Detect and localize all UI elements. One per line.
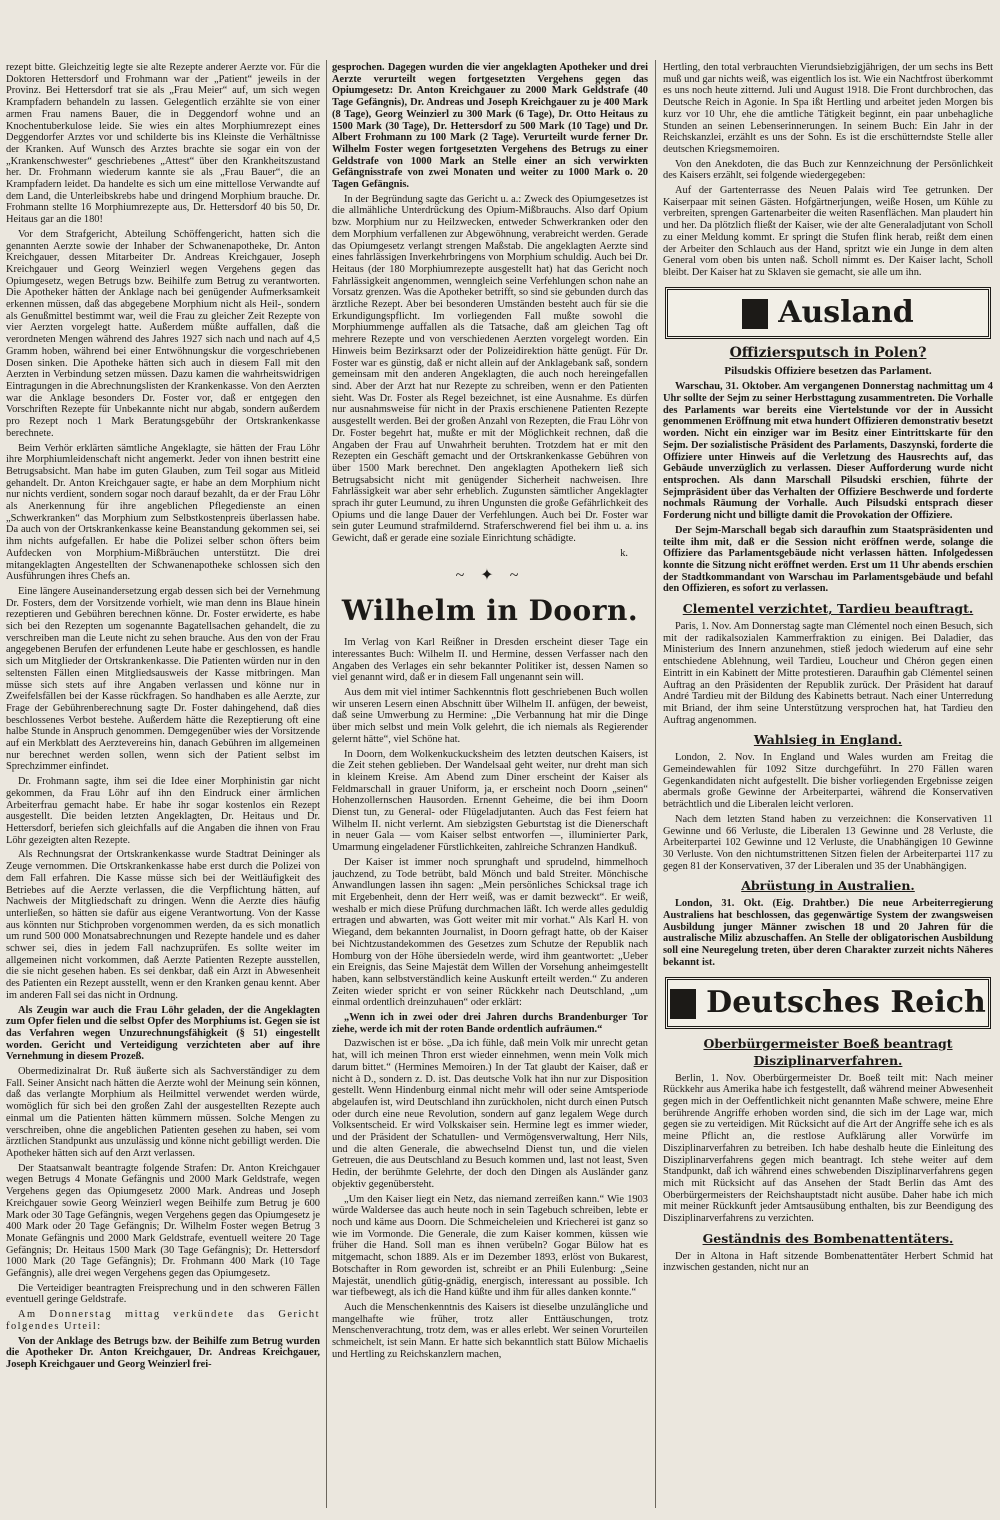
headline-england: Wahlsieg in England. <box>753 732 903 748</box>
col1-paragraph: rezept bitte. Gleichzeitig legte sie alte Rezepte anderer Aerzte vor. Für die Doktoren Hettersdorf und Frohmann war der „Patient“ jeweils in der Provinz. Bei Hettersdorf trat sie als „Frau Meier“ auf, um sich wegen Krampfadern behandeln zu lassen. Gelegentlich erzählte sie von einer armen Frau namens Bauer, die in Deggendorf wohne und an Knochentuberkulose leide. Sie wies ein altes Morphiumrezept eines Deggendorfer Arztes vor und schilderte bis ins Kleinste die Verhältnisse der Kranken. Auf Wunsch des Arztes brachte sie sogar ein von der „Krankenschwester“ geschriebenes „Attest“ über den Krankheitszustand her. Dr. Frohmann wiederum kannte sie als „Frau Bauer“, die an Krampfadern leidet. Da handelte es sich um eine mittellose Verwandte auf dem Land, die Unterleibskrebs habe und dringend Morphium brauche. Dr. Frohmann stellte 16 Morphiumrezepte aus, Dr. Hettersdorf 40 bis 50, Dr. Heitaus gar an die 180! <box>6 62 320 226</box>
col3-paragraph: Paris, 1. Nov. Am Donnerstag sagte man Clémentel noch einen Besuch, sich mit der radikalsozialen Kammerfraktion zu einigen. Bei Daladier, das Ministerium des Innern anzunehmen, stieß jedoch wiederum auf eine sehr entschiedene Ablehnung, weil Tardieu, Loucheur und Chéron gegen einen Eintritt in ein Kabinett der Mitte protestieren. Daraufhin gab Clémentel seinen Auftrag an den Präsidenten der Republik zurück. Der Präsident hat darauf André Tardieu mit der Bildung des Kabinetts betraut. Nach einer Unterredung mit Briand, der ihm seine Unterstützung versprochen hat, hat Tardieu den Auftrag angenommen. <box>663 621 993 726</box>
headline-polen: Offiziersputsch in Polen? <box>729 344 927 361</box>
col1-paragraph: Obermedizinalrat Dr. Ruß äußerte sich als Sachverständiger zu dem Fall. Seiner Ansicht nach hätten die Aerzte wohl der Meinung sein können, daß das verlangte Morphium als Heilmittel verwendet werden würde, womöglich für sich bei den großen Zahl der ausgestellten Rezepte auch einmal um die Patienten hätten kümmern müssen. Solche Mengen zu verschreiben, ohne die angeblichen Patienten gesehen zu haben, sei vom ärztlichen Standpunkt aus unzulässig und könne nicht gebilligt werden. Die Apotheker hätten sich auf den Arzt verlassen. <box>6 1066 320 1159</box>
column-3 <box>663 62 993 1510</box>
section-header-label: Deutsches Reich <box>706 984 986 1020</box>
col1-paragraph: Vor dem Strafgericht, Abteilung Schöffengericht, hatten sich die genannten Aerzte sowie der Inhaber der Schwanenapotheke, Dr. Anton Kreichgauer, dessen Mitarbeiter Dr. Andreas Kreichgauer, Joseph Kreichgauer und Georg Weinzierl wegen Vergehens gegen das Opiumgesetz, wegen Betrugs bzw. Beihilfe zum Betrug zu verantworten. Die Apotheker hätten der Anklage nach bei genügender Aufmerksamkeit erkennen müssen, daß das abgegebene Morphium nicht als Heil-, sondern als Genußmittel bestimmt war, weil die Frau zu gleicher Zeit Rezepte von vier Aerzten vorgelegt hatte. Außerdem müßte auffallen, daß die verordneten Mengen während des Jahres 1927 sich nach und nach auf 4,5 Gramm hoben, während bei einer Entwöhnungskur die vorgeschriebenen Dosen sinken. Die Apotheke hätten sich auch in diesem Fall mit den Aerzten in Verbindung setzen müssen. Dazu kamen die wahrheitswidrigen Eintragungen in die Abrechnungslisten der Krankenkasse. Von den Aerzten war die Anklage besonders Dr. Foster vor, daß er entgegen den Vorschriften Rezepte für Unbekannte nicht nur abgab, sondern außerdem pro Rezept noch 1 Mark Beratungsgebühr der Ortskrankenkasse berechnete. <box>6 228 320 439</box>
col1-paragraph: Beim Verhör erklärten sämtliche Angeklagte, sie hätten der Frau Löhr ihre Morphiumleidenschaft nicht angemerkt. Jeder von ihnen bestritt eine Betrugsabsicht. Man habe im guten Glauben, zum Teil sogar aus Mitleid gehandelt. Dr. Anton Kreichgauer sagte, er habe an dem Morphium nicht nur nichts verdient, sondern sogar noch darauf bezahlt, da er der Frau Löhr als Anerkennung für ihre angeblichen Pflegedienste an einen „Schwerkranken“ das Morphium zum Selbstkostenpreis überlassen habe. Da auch von der Ortskrankenkasse keine Beanstandung gekommen sei, sei ihm nichts aufgefallen. Er habe die Polizei selber schon öfters beim Aufdecken von Morphium-Mißbräuchen unterstützt. Die drei mitangeklagten Angestellten der Schwanenapotheke schlossen sich den Ausführungen ihres Chefs an. <box>6 442 320 583</box>
subheadline-polen: Pilsudskis Offiziere besetzen das Parlament. <box>724 364 932 377</box>
col2-paragraph: „Um den Kaiser liegt ein Netz, das niemand zerreißen kann.“ Wie 1903 würde Waldersee das auch heute noch in sein Tagebuch schreiben, lebte er noch und käme aus Doorn. Die Schmeicheleien und Kriecherei ist ganz so wie im Vormonde. Die Generale, die zum Kaiser kommen, küssen wie früher die Hand. Soll man es ihnen verübeln? Gogar Bülow hat es mitgemacht, schon 1889. Als er im Dezember 1893, erlöst von Bukarest, Botschafter in Rom geworden ist, schreibt er an Phili Eulenburg: „Seine Majestät, unendlich gütig-gnädig, energisch, interessant au possible. Ich war tiefbewegt, als ich die Hand küßte und ihm für alles danken konnte.“ <box>332 1193 648 1299</box>
col2-paragraph: gesprochen. Dagegen wurden die vier angeklagten Apotheker und drei Aerzte verurteilt wegen fortgesetzten Vergehens gegen das Opiumgesetz: Dr. Anton Kreichgauer zu 2000 Mark Geldstrafe (40 Tage Gefängnis), Dr. Andreas und Joseph Kreichgauer zu je 400 Mark (8 Tage), Georg Weinzierl zu 300 Mark (6 Tage), Dr. Otto Heitaus zu 1500 Mark (30 Tage), Dr. Hettersdorf zu 500 Mark (10 Tage) und Dr. Albert Frohmann zu 100 Mark (2 Tage). Verurteilt wurde ferner Dr. Wilhelm Foster wegen fortgesetzten Vergehens des Betrugs zu einer Geldstrafe von 1000 Mark an Stelle einer an sich verwirkten Gefängnisstrafe von zwei Monaten und weiter zu 1000 Mark o. 20 Tagen Gefängnis. <box>332 62 648 191</box>
col3-paragraph: Hertling, den total verbrauchten Vierundsiebzigjährigen, der um sechs ins Bett muß und gar nichts weiß, was eigentlich los ist. Wie ein Nachtfrost überkommt es uns noch heute zitternd. Juli und August 1918. Die Front durchbrochen, das Deutsche Reich in Agonie. In Spa ißt Hertling und arbeitet jeden Morgen bis kurz vor 10 Uhr, ehe die amtliche Tätigkeit beginnt, ein paar unbehagliche Stunden an seinen Lebenserinnerungen. In seinem Buch: Ein Jahr in der Reichskanzlei, erzählt es uns der Sohn. Es ist die erschütterndste Stelle aller deutschen Kriegsmemoiren. <box>663 62 993 155</box>
col2-paragraph: In der Begründung sagte das Gericht u. a.: Zweck des Opiumgesetzes ist die allmähliche Unterdrückung des Opium-Mißbrauchs. Also darf Opium bzw. Morphium nur zu Heilzwecken, entweder Schwerkranken oder den dem Morphium verfallenen zur Abgewöhnung, verabreicht werden. Gerade das Opiumgesetz verlangt strengen Maßstab. Die angeklagten Aerzte sind eines fahrlässigen Inverkehrbringens von Morphium schuldig. Auch bei Dr. Heitaus (der 180 Morphiumrezepte ausgestellt hat) hat das Gericht noch Fahrlässigkeit angenommen, wenngleich seine Verfehlungen schon nahe an Vorsatz grenzen. Was die Apotheker betrifft, so sind sie gebunden durch das ärztliche Rezept. Aber bei besonderen Umständen besteht auch für sie die Erkundigungspflicht. Im vorliegenden Fall mußte sowohl die Morphiummenge auffallen als die Tatsache, daß am gleichen Tag oft mehrere Rezepte und von verschiedenen Aerzten vorgelegt worden. Ein Hinweis beim Bezirksarzt oder der Polizeidirektion hätte genügt. Für Dr. Foster war es günstig, daß er nicht allein auf der Anklagebank saß, sondern gemeinsam mit den anderen Angeklagten, die auch noch hereingefallen sind. Aber der Arzt hat nur Rezepte zu schreiben, wenn er den Patienten sieht. Was Dr. Foster als Regel bezeichnet, ist eine Ausnahme. Es dürfen nur ausnahmsweise für nicht in der Praxis erschienene Patienten Rezepte ausgestellt werden. Bei der großen Anzahl von Rezepten, die Frau Löhr von Dr. Foster begehrt hat, mußte er mit der Möglichkeit rechnen, daß die Angaben der Frau auf Unwahrheit beruhten. Trotzdem hat er mit den Rezepten ein Geschäft gemacht und der Ortskrankenkasse Gebühren von über 1500 Mark berechnet. Den angeklagten Apothekern ließ sich Betrugsabsicht nicht mit genügender Sicherheit nachweisen. Ihre Fahrlässigkeit war aber sehr erheblich. Zugunsten sämtlicher Angeklagter sprach ihr guter Leumund, zu ihren Ungunsten die große Gefährlichkeit des Opiums und die lange Dauer der Verfehlungen. Auch bei Dr. Foster war sein guter Leumund strafmildernd. Straferschwerend fiel bei ihm u. a. ins Gewicht, daß er gerade eine soziale Einrichtung schädigte. <box>332 193 648 545</box>
header-bar-icon <box>742 299 768 329</box>
column-rule-left <box>326 60 327 1508</box>
column-rule-right <box>655 60 656 1508</box>
col2-paragraph: In Doorn, dem Wolkenkuckucksheim des letzten deutschen Kaisers, ist die Zeit stehen geblieben. Der Wandelsaal geht weiter, nur dreht man sich in kleinem Kreise. Am Abend zum Diner erscheint der Kaiser als Feldmarschall in grauer Uniform, ja, er erscheint noch Doorn „seinen“ Hohenzollernschen Hausorden. Ernennt Geheime, die bei ihm Doorn Dienst tun, zu General- oder Flügeladjutanten. Auch das Fest feiern hat Wilhelm II. nicht verlernt. Am siebzigsten Geburtstag ist die Dienerschaft in neuer Gala — vom Kaiser selbst entworfen —, illuminierter Park, Umarmung eingeladener Fürstlichkeiten, zahlreiche Schranzen Handkuß. <box>332 748 648 854</box>
col3-paragraph: Von den Anekdoten, die das Buch zur Kennzeichnung der Persönlichkeit des Kaisers erzählt, sei folgende wiedergegeben: <box>663 158 993 182</box>
column-2 <box>332 62 648 1510</box>
col3-paragraph: Warschau, 31. Oktober. Am vergangenen Donnerstag nachmittag um 4 Uhr sollte der Sejm zu seiner Herbsttagung zusammentreten. Die Vorhalle des Parlaments war bereits eine Viertelstunde vor der in Aussicht genommenen Eröffnung mit etwa hundert Offizieren demonstrativ besetzt worden. Nicht ein einziger war im Besitz einer Eintrittskarte für den Sejm. Der sozialistische Präsident des Parlaments, Daszynski, forderte die Offiziere unter Hinweis auf die Verletzung des Hausrechts auf, das Gebäude unverzüglich zu verlassen. Dieser Aufforderung wurde nicht entsprochen. Als dann Marschall Pilsudski erschien, führte der Sejmpräsident über das Verhalten der Offiziere Beschwerde und forderte nochmals Räumung der Vorhalle. Auch Pilsudski entsprach dieser Forderung nicht und billigte damit die Provokation der Offiziere. <box>663 381 993 522</box>
article-signature: k. <box>620 547 628 559</box>
col2-paragraph: Aus dem mit viel intimer Sachkenntnis flott geschriebenen Buch wollen wir unseren Lesern einen Abschnitt über Wilhelm II. anfügen, der beweist, daß seine Umwerbung zu Hermine: „Die Verbannung hat mir die Dinge über mich selbst und mein Volk gelehrt, die ich niemals als Regierender gelernt hätte“, viel Schöne hat. <box>332 687 648 745</box>
col1-paragraph: Am Donnerstag mittag verkündete das Gericht folgendes Urteil: <box>6 1309 320 1332</box>
section-header-ausland <box>665 287 991 339</box>
col1-paragraph: Die Verteidiger beantragten Freisprechung und in den schweren Fällen eventuell geringe Geldstrafe. <box>6 1282 320 1306</box>
col2-paragraph: Der Kaiser ist immer noch sprunghaft und sprudelnd, himmelhoch jauchzend, zu Tode betrübt, bald Mönch und bald Streiter. Mönchische Anwandlungen lassen ihn sagen: „Mein persönliches Schicksal trage ich mit Ergebenheit, denn der Herr weiß, was er damit bezweckt“. Er weiß, weshalb er mich diese Prüfung durchmachen läßt. Ich werde alles geduldig ertragen und abwarten, was Gott weiter mit mir vorhat.“ Als Karl H. von Wiegand, dem bekannten Journalist, in Doorn gefragt hatte, ob der Kaiser bei Nichtzustandekommen des Gesetzes zum Schutze der Republik nach Homburg von der Höhe übersiedeln werde, wird ihm geantwortet: „Ueber ein Ereignis, das Seine Majestät dem Willen der Vorsehung anheimgestellt haben, kann selbstverständlich keine Auskunft erteilt werden.“ Zu anderen Zeiten wieder spricht er von seiner Rückkehr nach Deutschland, „um einmal ordentlich dreinzuhauen“ oder erklärt: <box>332 856 648 1009</box>
col3-paragraph: Auf der Gartenterrasse des Neuen Palais wird Tee getrunken. Der Kaiserpaar mit seinen Gästen. Hofgärtnerjungen, weiße Hosen, um Kühle zu verbreiten, sprengen Gartenarbeiter die weiten Rasenflächen. Man plaudert hin und her. Da plötzlich fließt der Kaiser, wie der alte Generaladjutant von Scholl zu einer Meldung kommt. Er springt die Stufen flink herab, reißt dem einen der Arbeiter den Schlauch aus der Hand, spritzt wie ein Junge in dem alten General vom oben bis unten naß. Scholl nimmt es. Der Kaiser lacht, Scholl bleibt. Der Kaiser hat zu Sklaven sie gemacht, sie alle um ihn. <box>663 185 993 278</box>
col3-paragraph: London, 2. Nov. In England und Wales wurden am Freitag die Gemeindewahlen für 1092 Sitze durchgeführt. In 270 Fällen waren Gegenkandidaten nicht aufgestellt. Die bisher vorliegenden Ergebnisse zeigen abermals große Gewinne der Arbeiterpartei, während die Konservativen beträchtlich und die Liberalen leicht verloren. <box>663 752 993 811</box>
header-bar-icon <box>670 989 696 1019</box>
headline-bombenattentaeter: Geständnis des Bombenattentäters. <box>702 1230 954 1246</box>
col1-paragraph: Eine längere Auseinandersetzung ergab dessen sich bei der Vernehmung Dr. Fosters, dem der Vorsitzende vorhielt, wie man denn ins Blaue hinein rezeptieren und Gebühren berechnen könne. Dr. Foster erwiderte, es habe sich bei den Rezepten um sogenannte Bagatellsachen gehandelt, die zu verschreiben man die Leute nicht zu sehen brauche. Aus den von der Frau angegebenen Berufen der erfundenen Leute habe er geschlossen, es handle sich um Mitglieder der Ortskrankenkasse. Die Patienten würden nur in den seltensten Fällen einen Mitgliedsausweis der Kasse mitbringen. Man müsse sich stets auf ihre Angaben verlassen und könne nur in Zweifelsfällen bei der Kasse rückfragen. So handhaben es alle Aerzte, zur Frage der Gebührenberechnung sagte Dr. Foster dahingehend, daß dies beschlossenes Verbot bestehe. Außerdem hätte die Rezeptierung oft eine halbe Stunde in Anspruch genommen. Demgegenüber wies der Vorsitzende auf ein Merkblatt des Aerztevereins hin, danach Gebühren im allgemeinen nur berechnet werden sollen, wenn sich der Patient selbst im Sprechzimmer einfindet. <box>6 585 320 773</box>
col2-paragraph: Im Verlag von Karl Reißner in Dresden erscheint dieser Tage ein interessantes Buch: Wilhelm II. und Hermine, dessen Verfasser nach den Angaben des Verlages ein sehr bekannter Politiker ist, dessen Namen so viel genannt wird, daß er in diesem Fall ungenannt sein will. <box>332 637 648 684</box>
headline-boess: Oberbürgermeister Boeß beantragt Disziplinarverfahren. <box>703 1035 953 1068</box>
col3-paragraph: Nach dem letzten Stand haben zu verzeichnen: die Konservativen 11 Gewinne und 66 Verluste, die Liberalen 13 Gewinne und 28 Verluste, die Arbeiterpartei 102 Gewinne und 12 Verluste, die Unabhängigen 10 Gewinne 30 Verluste. Von den nichtumstrittenen Sitzen fielen der Arbeiterpartei 117 zu gegen 81 der Konservativen, 37 der Liberalen und 35 der Unabhängigen. <box>663 813 993 872</box>
section-header-deutsches-reich <box>665 977 991 1029</box>
col1-paragraph: Als Rechnungsrat der Ortskrankenkasse wurde Stadtrat Deininger als Zeuge vernommen. Die Ortskrankenkasse habe erst durch die Polizei von dem Fall erfahren. Die Kasse müsse sich bei der Weitläufigkeit des Betriebes auf die Aerzte verlassen, die die Verpflichtung hätten, auf Nachweis der Mitgliedschaft zu dringen. Wenn die Aerzte dies häufig unterließen, so hätten sie dafür aus eigene Verantwortung. Von der Kasse aus könnten nur Stichproben vorgenommen werden, da es sich monatlich um rund 500 000 Monatsabrechnungen und Rezepte handele und es daher schwer sei, dies in jedem Fall nachzuprüfen. Es sollte weiter im allgemeinen nicht vorkommen, daß Aerzte Patienten Rezepte ausstellen, die sie nicht gesehen haben. Es sei denkbar, daß ein Arzt in Abwesenheit des Patienten ein Rezept ausstellt, wenn er den Kranken genau kennt. Aber im anderen Fall sei das nicht in Ordnung. <box>6 849 320 1001</box>
col1-paragraph: Als Zeugin war auch die Frau Löhr geladen, der die Angeklagten zum Opfer fielen und die selbst Opfer des Morphiums ist. Gegen sie ist das Verfahren wegen Unzurechnungsfähigkeit (§ 51) eingestellt worden. Gericht und Verteidigung verzichteten aber auf ihre Vernehmung in diesem Prozeß. <box>6 1004 320 1063</box>
col2-paragraph: Auch die Menschenkenntnis des Kaisers ist dieselbe unzulängliche und mangelhafte wie früher, trotz aller Enttäuschungen, trotz Menschenverachtung, trotz dem, was er alles erlebt. Wer seinen Vorurteilen schmeichelt, ist sein Mann. Er hatte sich bekanntlich statt Bülow Michaelis und Hertling zu Reichskanzlern machen, <box>332 1301 648 1360</box>
headline-australien: Abrüstung in Australien. <box>741 878 915 894</box>
col3-paragraph: Berlin, 1. Nov. Oberbürgermeister Dr. Boeß teilt mit: Nach meiner Rückkehr aus Amerika habe ich festgestellt, daß während meiner Abwesenheit gegen mich in der Oeffentlichkeit nicht genannten Maße schwere, meine Ehre berührende Angriffe erhoben worden sind, die sich im der Lage war, mich gegen sie zu verteidigen. Mit Rücksicht auf die Art der Angriffe sehe ich es als meine Pflicht an, die restlose Aufklärung aller Vorwürfe im Disziplinarverfahren zu betreiben. Ich habe deshalb heute die Einleitung des Disziplinarverfahrens gegen mich beantragt. Ich stehe weiter auf dem Standpunkt, daß ich während eines schwebenden Disziplinarverfahrens gegen mich mit Rücksicht auf das Ansehen der Stadt Berlin das Amt des Oberbürgermeisters der Reichshauptstadt nicht ausübe. Daher habe ich mich mit meiner Rückkunft jeder Amtsausübung enthalten, bis zur Beendigung des Disziplinarverfahrens zu verzichten. <box>663 1072 993 1225</box>
col1-paragraph: Von der Anklage des Betrugs bzw. der Beihilfe zum Betrug wurden die Apotheker Dr. Anton Kreichgauer, Dr. Andreas Kreichgauer, Joseph Kreichgauer und Georg Weinzierl frei- <box>6 1335 320 1370</box>
headline-frankreich: Clementel verzichtet, Tardieu beauftragt. <box>682 601 974 617</box>
headline-wilhelm-in-doorn: Wilhelm in Doorn. <box>341 594 639 628</box>
col3-paragraph: Der in Altona in Haft sitzende Bombenattentäter Herbert Schmid hat inzwischen gestanden, nicht nur an <box>663 1250 993 1274</box>
col2-paragraph: Dazwischen ist er böse. „Da ich fühle, daß mein Volk mir unrecht getan hat, will ich meinen Thron erst wieder einnehmen, wenn mein Volk mich darum bittet.“ (Hermines Memoiren.) In der Tat glaubt der Kaiser, daß er nicht à D., sondern z. D. ist. Das deutsche Volk hat ihn nur zur Disposition gestellt. Wenn Hindenburg einmal nicht mehr will oder seine Amtsperiode abgelaufen ist, wird Deutschland ihn zurückholen, nicht durch einen Putsch oder durch eine neue Revolution, sondern auf ganz legalem Wege durch Volksentscheid. Er wird Volkskaiser sein. Hermine legt es immer wieder, und der Präsident der Schatullen- und Vermögensverwaltung, Herr Nils, und die alten Generale, die abwechselnd Dienst tun, und die vielen Getreuen, die aus Deutschland zu Besuch kommen und, last not least, Sven Hedin, der berühmte Gelehrte, der doch den Dingen als Ausländer ganz objektiv gegenübersteht. <box>332 1038 648 1190</box>
col3-paragraph: London, 31. Okt. (Eig. Drahtber.) Die neue Arbeiterregierung Australiens hat beschlossen, das gegenwärtige System der zwangsweisen Ausbildung junger Männer zwischen 18 und 20 Jahren für die australische Miliz abzuschaffen. An Stelle der obligatorischen Ausbildung soll eine Neuregelung treten, über deren Charakter zurzeit nichts Näheres bekannt ist. <box>663 898 993 968</box>
ornament-divider: ~ ✦ ~ <box>455 566 525 584</box>
col2-quote: „Wenn ich in zwei oder drei Jahren durchs Brandenburger Tor ziehe, werde ich mit der roten Bande ordentlich aufräumen.“ <box>332 1012 648 1035</box>
col1-paragraph: Dr. Frohmann sagte, ihm sei die Idee einer Morphinistin gar nicht gekommen, da Frau Löhr auf ihn den Eindruck einer ärmlichen Arbeiterfrau gemacht habe. Er habe ihr sogar kostenlos ein Rezept ausgestellt. Die beiden letzten Angeklagten, Dr. Heitaus und Dr. Hettersdorf, beriefen sich gleichfalls auf die Angaben die ihnen von Frau Löhr gezeigten alten Rezepte. <box>6 776 320 846</box>
column-1 <box>6 62 320 1510</box>
section-header-label: Ausland <box>778 294 914 330</box>
col1-paragraph: Der Staatsanwalt beantragte folgende Strafen: Dr. Anton Kreichgauer wegen Betrugs 4 Monate Gefängnis und 2000 Mark Geldstrafe, wegen Vergehens gegen das Opiumgesetz 2000 Mark. Andreas und Joseph Kreichgauer sowie Georg Weinzierl wegen Beihilfe zum Betrug je 600 Mark oder 30 Tage Gefängnis, wegen Vergehens gegen das Opiumgesetz je 400 Mark oder 20 Tage Gefängnis; Dr. Wilhelm Foster wegen Betrug 3 Monate Gefängnis und 2000 Mark Geldstrafe, eventuell weitere 20 Tage Gefängnis; Dr. Heitaus 1500 Mark (30 Tage Gefängnis); Dr. Hettersdorf 1000 Mark (20 Tage Gefängnis); Dr. Frohmann 400 Mark (10 Tage Gefängnis), alle drei wegen Vergehens gegen das Opiumgesetz. <box>6 1162 320 1280</box>
col3-paragraph: Der Sejm-Marschall begab sich daraufhin zum Staatspräsidenten und teilte ihm mit, daß er die Session nicht eröffnen werde, solange die Offiziere das Parlamentsgebäude nicht verlassen hätten. Infolgedessen konnte die Sitzung nicht eröffnet werden. Erst um 11 Uhr abends erschien der Stadtkommandant von Warschau im Parlamentsgebäude und befahl den Offizieren, es sofort zu verlassen. <box>663 524 993 595</box>
